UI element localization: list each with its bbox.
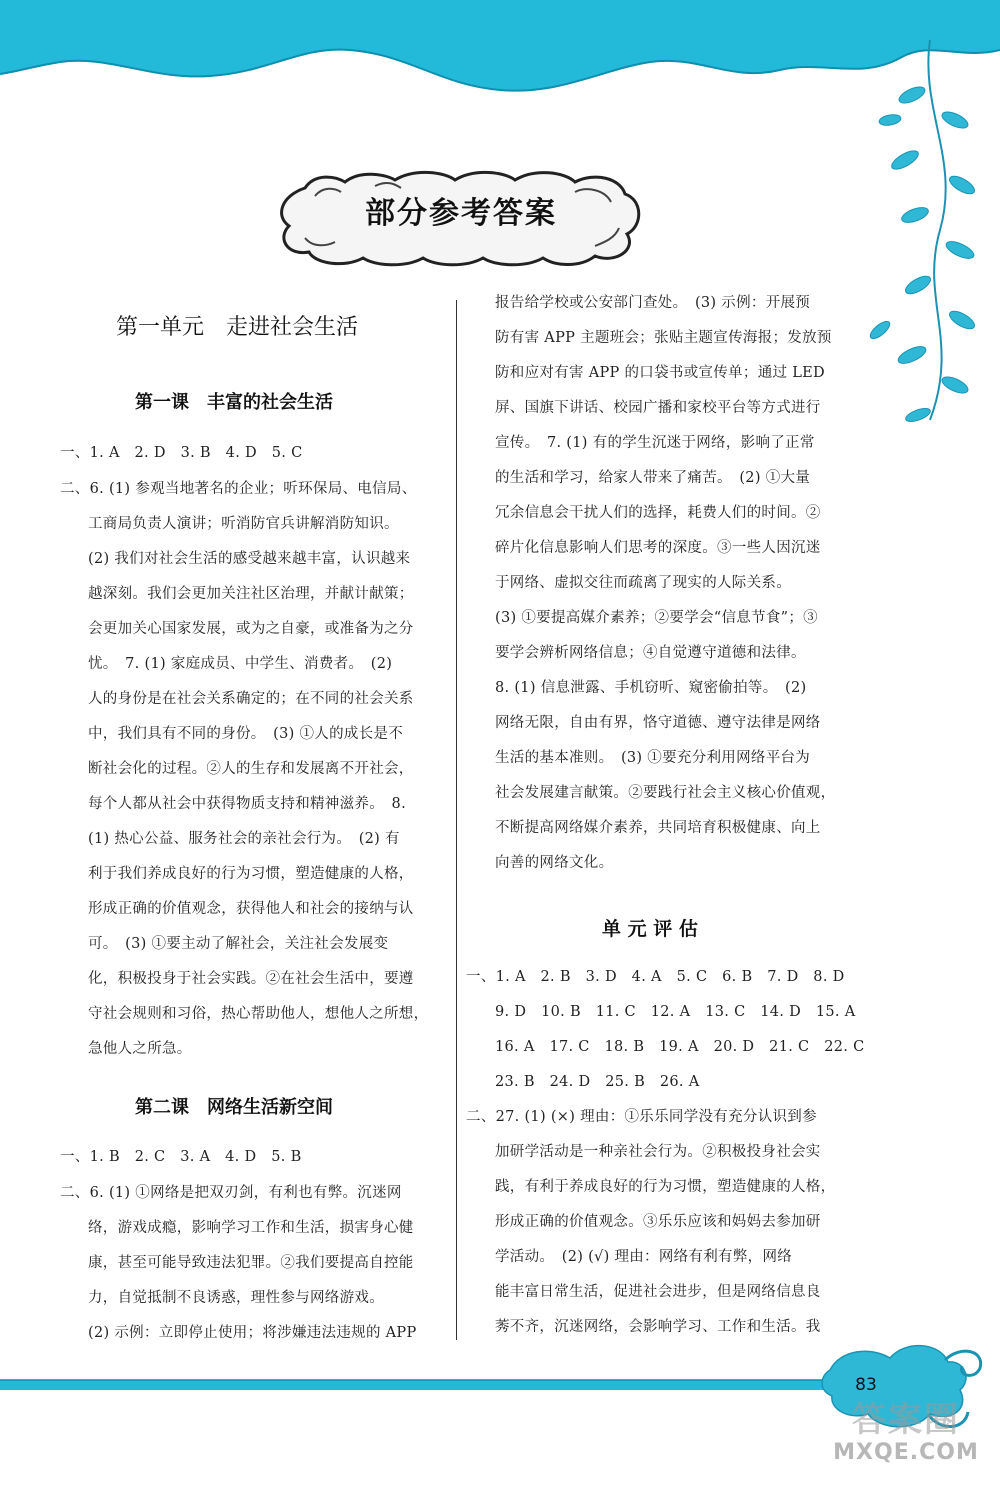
page-number: 83: [855, 1375, 877, 1395]
answer-line: 防有害 APP 主题班会；张贴主题宣传海报；发放预: [495, 330, 832, 346]
answer-line: 利于我们养成良好的行为习惯，塑造健康的人格，: [88, 866, 414, 882]
answer-line: 社会发展建言献策。②要践行社会主义核心价值观，: [495, 785, 836, 801]
answer-line: 23. B 24. D 25. B 26. A: [495, 1074, 700, 1090]
answer-line: 一、1. A 2. D 3. B 4. D 5. C: [60, 445, 303, 461]
answer-line: 守社会规则和习俗，热心帮助他人，想他人之所想，: [88, 1006, 429, 1022]
answer-line: 不断提高网络媒介素养，共同培育积极健康、向上: [495, 820, 821, 836]
answer-line: 形成正确的价值观念，获得他人和社会的接纳与认: [88, 901, 414, 917]
watermark-line2: MXQE.COM: [833, 1440, 979, 1465]
answer-line: 忧。 7. (1) 家庭成员、中学生、消费者。 (2): [88, 656, 393, 672]
answer-line: 人的身份是在社会关系确定的；在不同的社会关系: [88, 691, 414, 707]
answer-line: 宣传。 7. (1) 有的学生沉迷于网络，影响了正常: [495, 435, 815, 451]
answer-line: 可。 (3) ①要主动了解社会，关注社会发展变: [88, 936, 389, 952]
unit-title: 第一单元 走进社会生活: [116, 315, 359, 340]
answer-line: 冗余信息会干扰人们的选择，耗费人们的时间。②: [495, 505, 821, 521]
page-title: 部分参考答案: [365, 196, 557, 231]
answer-line: 形成正确的价值观念。③乐乐应该和妈妈去参加研: [495, 1214, 821, 1230]
answer-line: 一、1. B 2. C 3. A 4. D 5. B: [60, 1149, 302, 1165]
answer-line: 要学会辨析网络信息；④自觉遵守道德和法律。: [495, 645, 806, 661]
vine-decoration: [868, 40, 978, 424]
answer-line: (2) 示例：立即停止使用；将涉嫌违法违规的 APP: [88, 1325, 417, 1341]
answer-line: 网络无限，自由有界，恪守道德、遵守法律是网络: [495, 715, 821, 731]
answer-line: (3) ①要提高媒介素养；②要学会“信息节食”；③: [495, 610, 818, 626]
answer-line: 康，甚至可能导致违法犯罪。②我们要提高自控能: [88, 1255, 414, 1271]
answer-line: 一、1. A 2. B 3. D 4. A 5. C 6. B 7. D 8. D: [466, 969, 845, 985]
watermark: [818, 1400, 994, 1466]
answer-line: 断社会化的过程。②人的生存和发展离不开社会，: [88, 761, 414, 777]
answer-line: 力，自觉抵制不良诱惑，理性参与网络游戏。: [88, 1290, 384, 1306]
answer-line: 工商局负责人演讲；听消防官兵讲解消防知识。: [88, 516, 399, 532]
answer-line: 9. D 10. B 11. C 12. A 13. C 14. D 15. A: [495, 1004, 856, 1020]
answer-line: 络，游戏成瘾，影响学习工作和生活，损害身心健: [88, 1220, 414, 1236]
answer-line: 报告给学校或公安部门查处。 (3) 示例：开展预: [495, 295, 811, 311]
answer-line: 化，积极投身于社会实践。②在社会生活中，要遵: [88, 971, 414, 987]
answer-line: 屏、国旗下讲话、校园广播和家校平台等方式进行: [495, 400, 821, 416]
answer-line: 加研学活动是一种亲社会行为。②积极投身社会实: [495, 1144, 821, 1160]
answer-line: 会更加关心国家发展，或为之自豪，或准备为之分: [88, 621, 414, 637]
lesson1-title: 第一课 丰富的社会生活: [135, 392, 333, 413]
answer-line: 莠不齐，沉迷网络，会影响学习、工作和生活。我: [495, 1319, 821, 1335]
assessment-title: 单 元 评 估: [602, 918, 698, 940]
answer-line: 越深刻。我们会更加关注社区治理，并献计献策；: [88, 586, 414, 602]
answer-line: 生活的基本准则。 (3) ①要充分利用网络平台为: [495, 750, 811, 766]
lesson2-title: 第二课 网络生活新空间: [135, 1097, 333, 1118]
answer-line: 碎片化信息影响人们思考的深度。③一些人因沉迷: [495, 540, 821, 556]
answer-line: 的生活和学习，给家人带来了痛苦。 (2) ①大量: [495, 470, 811, 486]
answer-line: 中，我们具有不同的身份。 (3) ①人的成长是不: [88, 726, 404, 742]
column-divider: [456, 300, 457, 1340]
answer-line: 能丰富日常生活，促进社会进步，但是网络信息良: [495, 1284, 821, 1300]
answer-line: 二、6. (1) ①网络是把双刃剑，有利也有弊。沉迷网: [60, 1185, 402, 1201]
answer-line: 防和应对有害 APP 的口袋书或宣传单；通过 LED: [495, 365, 825, 381]
answer-line: 每个人都从社会中获得物质支持和精神滋养。 8.: [88, 796, 406, 812]
watermark-line1: 答案圈: [852, 1400, 960, 1440]
answer-line: 于网络、虚拟交往而疏离了现实的人际关系。: [495, 575, 791, 591]
answer-line: (2) 我们对社会生活的感受越来越丰富，认识越来: [88, 551, 411, 567]
answer-line: 践，有利于养成良好的行为习惯，塑造健康的人格，: [495, 1179, 836, 1195]
answer-line: 8. (1) 信息泄露、手机窃听、窥密偷拍等。 (2): [495, 680, 807, 696]
answer-line: 二、6. (1) 参观当地著名的企业；听环保局、电信局、: [60, 481, 417, 497]
answer-line: 向善的网络文化。: [495, 855, 614, 871]
answer-line: 二、27. (1) (×) 理由：①乐乐同学没有充分认识到参: [466, 1109, 817, 1125]
answer-line: 16. A 17. C 18. B 19. A 20. D 21. C 22. C: [495, 1039, 865, 1055]
answer-line: 急他人之所急。: [88, 1041, 192, 1057]
answer-line: (1) 热心公益、服务社会的亲社会行为。 (2) 有: [88, 831, 400, 847]
answer-line: 学活动。 (2) (√) 理由：网络有利有弊，网络: [495, 1249, 793, 1265]
